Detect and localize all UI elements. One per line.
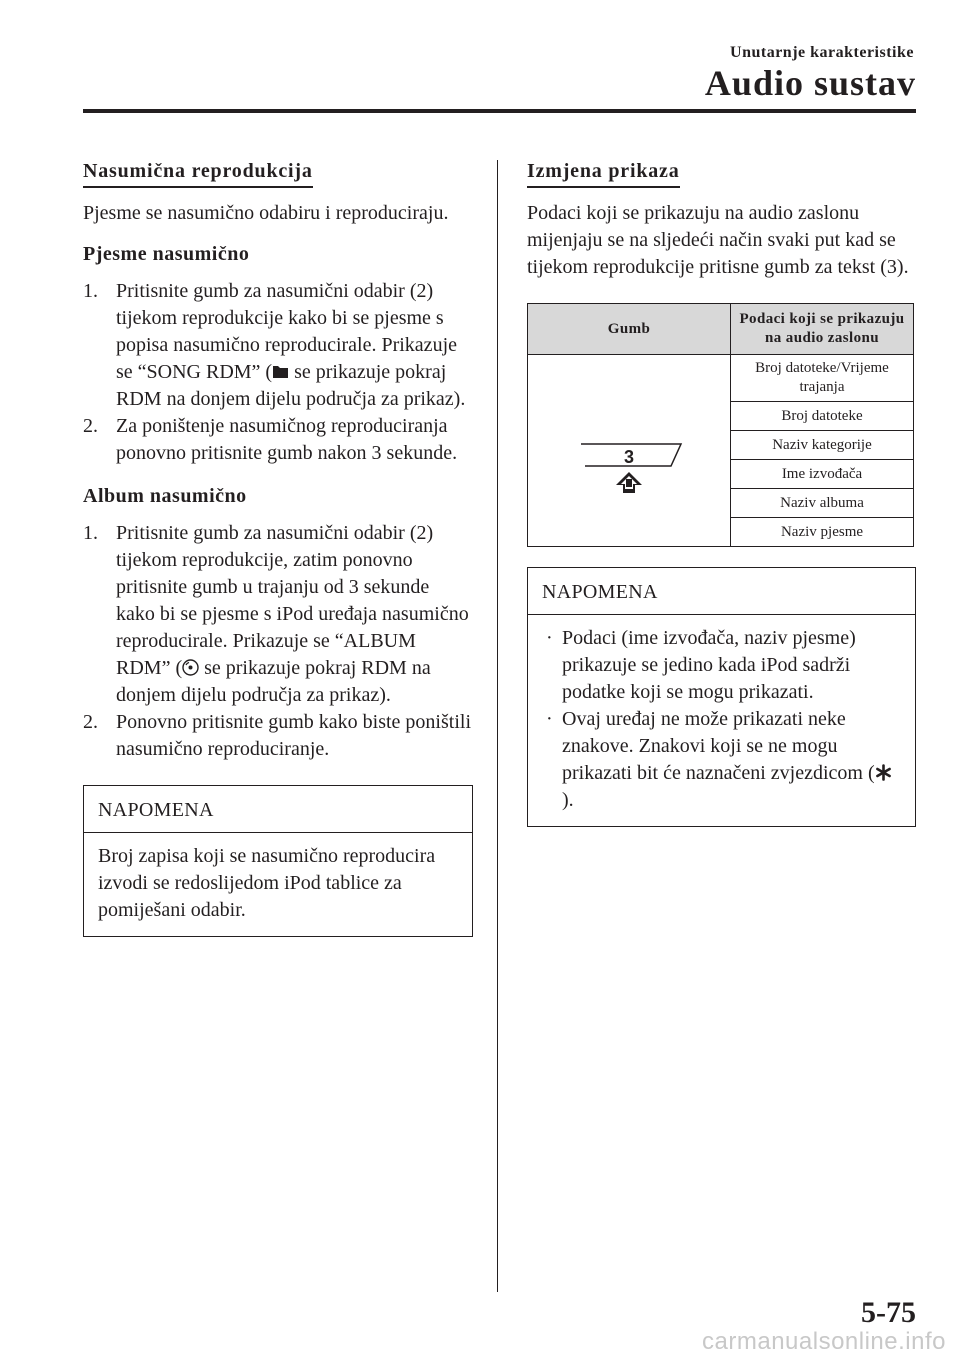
- list-item: [83, 520, 473, 709]
- song-steps: [83, 278, 473, 467]
- bullet-icon: ·: [546, 708, 553, 730]
- text-button-icon: [569, 406, 689, 496]
- table-header-button: Gumb: [528, 304, 731, 355]
- list-item: [83, 278, 473, 413]
- bullet-icon: ·: [546, 627, 553, 649]
- note-title: NAPOMENA: [84, 786, 472, 833]
- list-item: [83, 413, 473, 467]
- subheading-song-shuffle: Pjesme nasumično: [83, 243, 250, 265]
- bullet-text: Ovaj uređaj ne može prikazati neke znakove. Znakovi koji se ne mogu prikazati bit će naznačeni zvjezdicom (: [562, 708, 875, 784]
- table-cell: Broj datoteke/Vrijeme trajanja: [731, 355, 914, 402]
- step-number: 2.: [83, 711, 98, 733]
- section-heading-shuffle: Nasumična reprodukcija: [83, 158, 313, 188]
- step-text: Za poništenje nasumičnog reproduciranja ponovno pritisnite gumb nakon 3 sekunde.: [116, 415, 458, 464]
- table-cell: Naziv pjesme: [731, 518, 914, 547]
- table-cell: Broj datoteke: [731, 402, 914, 431]
- header-divider: [83, 109, 916, 113]
- note-text: Broj zapisa koji se nasumično reproducira izvodi se redoslijedom iPod tablice za pomiješani odabir.: [98, 845, 436, 921]
- step-text: se prikazuje pokraj RDM na donjem dijelu područja za prikaz).: [116, 361, 466, 410]
- cd-icon: [182, 657, 199, 674]
- watermark: carmanualsonline.info: [702, 1328, 946, 1355]
- folder-icon: [272, 361, 289, 378]
- step-number: 2.: [83, 415, 98, 437]
- step-number: 1.: [83, 522, 98, 544]
- display-table: [527, 303, 914, 547]
- note-title: NAPOMENA: [528, 568, 915, 615]
- table-cell: Ime izvođača: [731, 460, 914, 489]
- step-number: 1.: [83, 280, 98, 302]
- right-column: [527, 158, 916, 827]
- bullet-text: ).: [562, 789, 574, 811]
- button-number-label: 3: [623, 446, 635, 467]
- table-header-row: [528, 304, 914, 355]
- table-cell: Naziv kategorije: [731, 431, 914, 460]
- left-column: [83, 158, 473, 937]
- section-label: Unutarnje karakteristike: [730, 44, 914, 61]
- column-divider: [497, 160, 498, 1292]
- note-box-right: [527, 567, 916, 827]
- asterisk-icon: [875, 762, 892, 779]
- list-item: [542, 625, 901, 706]
- list-item: [542, 706, 901, 814]
- button-cell: [528, 355, 731, 547]
- page-title: Audio sustav: [704, 63, 916, 103]
- table-cell: Naziv albuma: [731, 489, 914, 518]
- subheading-album-shuffle: Album nasumično: [83, 485, 247, 507]
- table-row: [528, 355, 914, 402]
- list-item: [83, 709, 473, 763]
- bullet-text: Podaci (ime izvođača, naziv pjesme) prikazuje se jedino kada iPod sadrži podatke koji se mogu prikazati.: [562, 627, 856, 703]
- step-text: Pritisnite gumb za nasumični odabir (2) tijekom reprodukcije kako bi se pjesme s popisa nasumično reproducirale. Prikazuje se “SONG RDM” (: [116, 280, 457, 383]
- album-steps: [83, 520, 473, 763]
- step-text: se prikazuje pokraj RDM na donjem dijelu područja za prikaz).: [116, 657, 431, 706]
- intro-text: Podaci koji se prikazuju na audio zaslonu mijenjaju se na sljedeći način svaki put kad se tijekom reprodukcije pritisne gumb za tekst (3).: [527, 202, 909, 278]
- step-text: Ponovno pritisnite gumb kako biste poništili nasumično reproduciranje.: [116, 711, 471, 760]
- note-bullet-list: [542, 625, 901, 814]
- step-text: Pritisnite gumb za nasumični odabir (2) tijekom reprodukcije, zatim ponovno pritisnite gumb u trajanju od 3 sekunde kako bi se pjesme s iPod uređaja nasumično reproducirale. Prikazuje se “ALBUM RDM” (: [116, 522, 469, 679]
- note-body: [528, 615, 915, 826]
- table-header-data: Podaci koji se prikazuju na audio zaslonu: [731, 304, 914, 355]
- page-number: 5-75: [861, 1296, 916, 1329]
- intro-text: Pjesme se nasumično odabiru i reproduciraju.: [83, 202, 449, 224]
- note-box-left: [83, 785, 473, 937]
- section-heading-display-change: Izmjena prikaza: [527, 158, 680, 188]
